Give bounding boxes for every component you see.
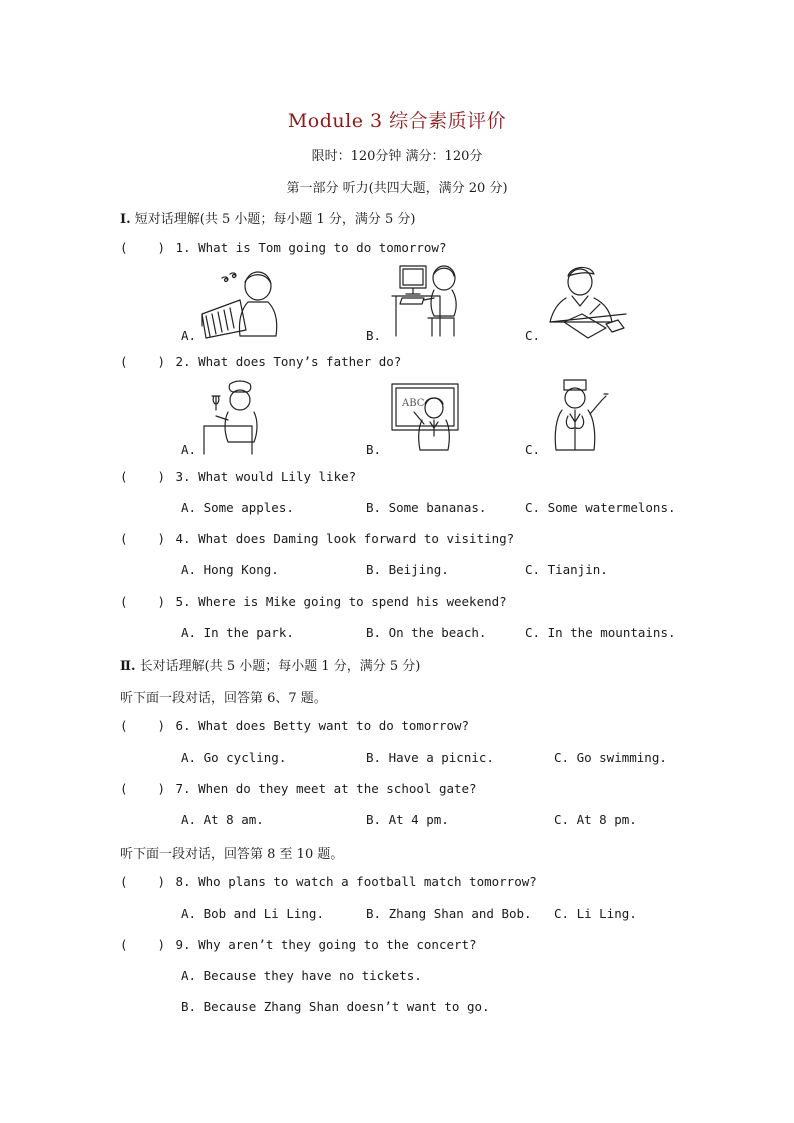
answer-blank[interactable]: ( ): [120, 718, 166, 733]
question-8: [120, 874, 537, 889]
answer-blank[interactable]: ( ): [120, 781, 166, 796]
option-a: A. At 8 am.: [181, 812, 264, 827]
answer-blank[interactable]: ( ): [120, 594, 166, 609]
option-b: B. On the beach.: [366, 625, 487, 640]
answer-blank[interactable]: ( ): [120, 874, 166, 889]
time-limit: 限时：120分钟 满分：120分: [311, 149, 483, 164]
option-c: C. Some watermelons.: [525, 500, 676, 515]
option-c-label: C.: [525, 328, 541, 343]
question-text: Why aren’t they going to the concert?: [198, 937, 477, 952]
option-a-label: A.: [181, 328, 197, 343]
answer-blank[interactable]: ( ): [120, 937, 166, 952]
question-number: 4.: [175, 531, 191, 546]
board-text: ABC: [402, 398, 425, 409]
option-b: B. Zhang Shan and Bob.: [366, 906, 532, 921]
question-4: [120, 531, 514, 546]
option-b: B. Beijing.: [366, 562, 449, 577]
question-text: What does Betty want to do tomorrow?: [198, 718, 470, 733]
question-9: [120, 937, 477, 952]
option-a: A. In the park.: [181, 625, 294, 640]
option-b: B. Because Zhang Shan doesn’t want to go.: [181, 999, 490, 1014]
cook-picture: [202, 380, 272, 454]
question-5: [120, 594, 507, 609]
section-numeral: I.: [120, 212, 131, 227]
option-a: A. Because they have no tickets.: [181, 968, 422, 983]
question-text: What does Tony’s father do?: [198, 354, 402, 369]
question-text: When do they meet at the school gate?: [198, 781, 477, 796]
section-title: 长对话理解(共 5 小题；每小题 1 分，满分 5 分): [139, 659, 421, 674]
question-text: Who plans to watch a football match tomorrow?: [198, 874, 537, 889]
question-number: 5.: [175, 594, 191, 609]
option-c-label: C.: [525, 442, 541, 457]
writing-boy-picture: [548, 264, 628, 338]
question-1: [120, 240, 446, 255]
dialogue-intro-1: 听下面一段对话，回答第 6、7 题。: [120, 691, 327, 706]
question-6: [120, 718, 469, 733]
question-number: 3.: [175, 469, 191, 484]
option-b: B. Some bananas.: [366, 500, 487, 515]
option-c: C. Li Ling.: [554, 906, 637, 921]
question-text: What would Lily like?: [198, 469, 357, 484]
part-heading: 第一部分 听力(共四大题，满分 20 分): [286, 181, 508, 196]
option-c: C. At 8 pm.: [554, 812, 637, 827]
answer-blank[interactable]: ( ): [120, 354, 166, 369]
option-b: B. Have a picnic.: [366, 750, 494, 765]
question-text: Where is Mike going to spend his weekend?: [198, 594, 507, 609]
page-title: Module 3 综合素质评价: [287, 110, 507, 132]
answer-blank[interactable]: ( ): [120, 240, 166, 255]
option-b-label: B.: [366, 442, 382, 457]
question-number: 1.: [175, 240, 191, 255]
section-2-heading: [120, 655, 420, 674]
option-c: C. In the mountains.: [525, 625, 676, 640]
answer-blank[interactable]: ( ): [120, 531, 166, 546]
section-title: 短对话理解(共 5 小题；每小题 1 分，满分 5 分): [134, 212, 416, 227]
dialogue-intro-2: 听下面一段对话，回答第 8 至 10 题。: [120, 847, 344, 862]
question-3: [120, 469, 356, 484]
answer-blank[interactable]: ( ): [120, 469, 166, 484]
option-c: C. Tianjin.: [525, 562, 608, 577]
doctor-picture: [546, 376, 612, 454]
option-a: A. Hong Kong.: [181, 562, 279, 577]
option-c: C. Go swimming.: [554, 750, 667, 765]
question-number: 7.: [175, 781, 191, 796]
option-a: A. Go cycling.: [181, 750, 287, 765]
option-b: B. At 4 pm.: [366, 812, 449, 827]
question-7: [120, 781, 477, 796]
option-a: A. Some apples.: [181, 500, 294, 515]
section-numeral: Ⅱ.: [120, 659, 136, 674]
option-b-label: B.: [366, 328, 382, 343]
question-text: What is Tom going to do tomorrow?: [198, 240, 447, 255]
teacher-picture: [390, 380, 462, 452]
option-a: A. Bob and Li Ling.: [181, 906, 324, 921]
question-number: 2.: [175, 354, 191, 369]
section-1-heading: [120, 208, 416, 227]
computer-boy-picture: [388, 264, 466, 338]
question-number: 6.: [175, 718, 191, 733]
question-2: [120, 354, 401, 369]
piano-boy-picture: [200, 266, 282, 342]
option-a-label: A.: [181, 442, 197, 457]
question-text: What does Daming look forward to visiting?: [198, 531, 515, 546]
question-number: 9.: [175, 937, 191, 952]
question-number: 8.: [175, 874, 191, 889]
